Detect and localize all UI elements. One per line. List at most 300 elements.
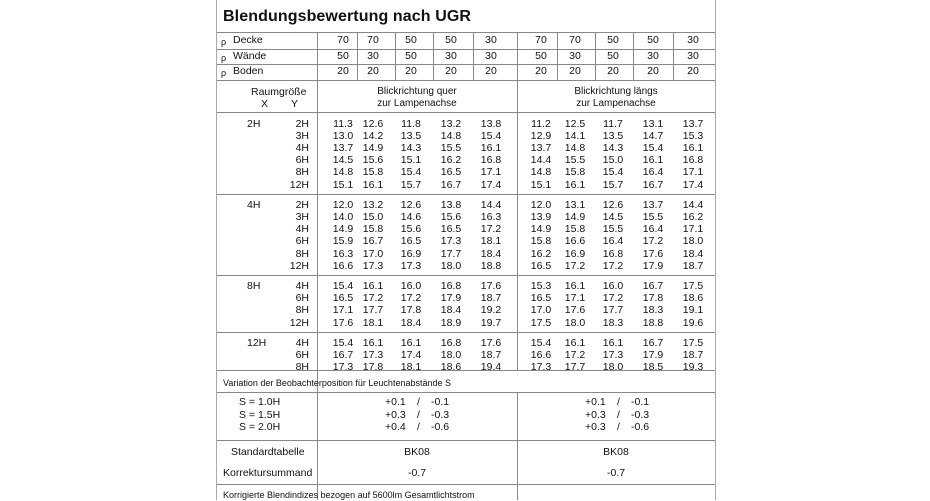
ugr-value: 18.4	[682, 247, 704, 260]
ugr-value: 18.0	[564, 316, 586, 329]
variation-label: S = 1.0H	[239, 396, 281, 408]
ugr-value: 13.1	[642, 117, 664, 130]
ugr-value: 14.6	[400, 210, 422, 223]
ugr-value: 17.6	[480, 279, 502, 292]
variation-across-minus: -0.3	[431, 408, 450, 421]
reflectance-label-0: Decke	[233, 34, 263, 46]
divider	[217, 112, 715, 113]
ugr-value: 16.0	[400, 279, 422, 292]
reflectance-value: 30	[367, 49, 379, 62]
row-y-label: 4H	[295, 141, 309, 154]
header-x: X	[261, 97, 269, 110]
divider	[673, 32, 674, 80]
row-y-label: 4H	[295, 279, 309, 292]
ugr-value: 17.2	[480, 223, 502, 236]
divider	[317, 194, 715, 195]
ugr-value: 18.3	[642, 304, 664, 317]
ugr-value: 15.7	[400, 178, 422, 191]
ugr-value: 16.8	[602, 247, 624, 260]
ugr-value: 11.2	[531, 117, 551, 130]
ugr-value: 14.0	[332, 210, 354, 223]
reflectance-value: 30	[485, 49, 497, 62]
ugr-value: 17.1	[480, 166, 502, 179]
ugr-value: 17.1	[332, 304, 354, 317]
group-x-label: 8H	[247, 279, 261, 292]
row-y-label: 8H	[295, 361, 309, 374]
ugr-value: 15.5	[642, 210, 664, 223]
ugr-value: 19.6	[682, 316, 704, 329]
ugr-value: 16.1	[602, 336, 624, 349]
ugr-value: 13.5	[400, 129, 422, 142]
reflectance-value: 20	[535, 65, 547, 77]
ugr-value: 17.3	[602, 348, 624, 361]
standard-table-along: BK08	[603, 445, 629, 458]
divider	[517, 32, 518, 370]
ugr-value: 17.9	[642, 348, 664, 361]
variation-label: S = 1.5H	[239, 408, 281, 421]
ugr-value: 15.5	[440, 141, 462, 154]
ugr-value: 17.3	[400, 259, 422, 272]
ugr-value: 15.8	[362, 223, 384, 236]
header-room-size: Raumgröße	[251, 85, 307, 98]
variation-across-sep: /	[417, 421, 420, 433]
divider	[357, 32, 358, 80]
correction-along: -0.7	[606, 466, 626, 479]
ugr-value: 16.7	[440, 178, 462, 191]
ugr-value: 16.7	[642, 178, 664, 191]
reflectance-value: 50	[535, 49, 547, 62]
ugr-value: 18.9	[440, 316, 462, 329]
ugr-value: 17.9	[642, 259, 664, 272]
ugr-value: 17.7	[602, 304, 624, 317]
reflectance-value: 50	[337, 49, 349, 62]
correction-across: -0.7	[407, 466, 427, 479]
ugr-value: 17.3	[362, 348, 384, 361]
ugr-value: 18.8	[480, 259, 502, 272]
reflectance-value: 50	[405, 34, 417, 46]
variation-across-plus: +0.4	[385, 421, 406, 433]
variation-across-plus: +0.3	[385, 408, 406, 421]
ugr-value: 16.1	[480, 141, 502, 154]
ugr-value: 19.1	[682, 304, 704, 317]
ugr-value: 15.5	[564, 154, 586, 167]
ugr-value: 16.1	[400, 336, 422, 349]
ugr-value: 16.4	[642, 223, 664, 236]
reflectance-value: 70	[367, 34, 379, 46]
ugr-value: 16.1	[564, 178, 586, 191]
ugr-value: 16.5	[530, 292, 552, 305]
ugr-value: 16.5	[530, 259, 552, 272]
rho-symbol: ρ	[221, 68, 227, 78]
variation-along-plus: +0.3	[585, 408, 606, 421]
divider	[217, 332, 317, 333]
ugr-value: 14.5	[332, 154, 354, 167]
ugr-value: 12.6	[362, 117, 384, 130]
ugr-value: 15.1	[530, 178, 552, 191]
row-y-label: 3H	[295, 210, 309, 223]
row-y-label: 8H	[295, 304, 309, 317]
reflectance-value: 50	[607, 34, 619, 46]
ugr-value: 16.4	[602, 235, 624, 248]
ugr-value: 14.7	[642, 129, 664, 142]
ugr-value: 16.7	[362, 235, 384, 248]
row-y-label: 2H	[295, 198, 309, 211]
variation-along-plus: +0.1	[585, 396, 606, 408]
ugr-value: 16.1	[642, 154, 664, 167]
ugr-value: 18.0	[440, 348, 462, 361]
ugr-value: 17.8	[400, 304, 422, 317]
ugr-value: 13.5	[602, 129, 624, 142]
divider	[217, 392, 715, 393]
ugr-value: 14.8	[530, 166, 552, 179]
ugr-value: 14.3	[400, 141, 422, 154]
group-x-label: 4H	[247, 198, 261, 211]
divider	[217, 80, 715, 81]
ugr-value: 14.8	[564, 141, 586, 154]
reflectance-value: 20	[569, 65, 581, 77]
ugr-value: 14.8	[440, 129, 462, 142]
ugr-value: 17.4	[682, 178, 704, 191]
ugr-value: 14.9	[332, 223, 354, 236]
ugr-value: 15.8	[564, 166, 586, 179]
ugr-value: 13.7	[642, 198, 664, 211]
ugr-value: 17.8	[642, 292, 664, 305]
reflectance-value: 20	[405, 65, 417, 77]
variation-along-plus: +0.3	[585, 421, 606, 433]
ugr-value: 15.8	[564, 223, 586, 236]
divider	[217, 275, 317, 276]
header-view-across-2: zur Lampenachse	[377, 97, 457, 109]
ugr-value: 19.2	[480, 304, 502, 317]
ugr-value: 17.7	[440, 247, 462, 260]
row-y-label: 6H	[295, 348, 309, 361]
row-y-label: 8H	[295, 247, 309, 260]
header-view-across-1: Blickrichtung quer	[377, 85, 457, 97]
ugr-value: 18.1	[400, 361, 422, 374]
header-y: Y	[291, 97, 299, 110]
variation-along-sep: /	[617, 408, 620, 421]
ugr-value: 16.1	[362, 336, 384, 349]
ugr-value: 18.0	[440, 259, 462, 272]
divider	[595, 32, 596, 80]
ugr-value: 17.2	[564, 259, 586, 272]
ugr-value: 14.3	[602, 141, 624, 154]
ugr-value: 14.8	[332, 166, 354, 179]
ugr-value: 18.7	[682, 259, 704, 272]
ugr-value: 17.8	[362, 361, 384, 374]
ugr-value: 13.0	[332, 129, 354, 142]
ugr-value: 18.7	[682, 348, 704, 361]
ugr-value: 18.8	[642, 316, 664, 329]
reflectance-value: 50	[445, 34, 457, 46]
ugr-value: 15.7	[602, 178, 624, 191]
ugr-value: 15.3	[530, 279, 552, 292]
divider	[317, 275, 715, 276]
reflectance-value: 20	[337, 65, 349, 77]
divider	[557, 32, 558, 80]
ugr-value: 17.2	[602, 292, 624, 305]
reflectance-value: 20	[647, 65, 659, 77]
reflectance-value: 30	[485, 34, 497, 46]
ugr-value: 16.5	[440, 166, 462, 179]
ugr-value: 16.5	[400, 235, 422, 248]
ugr-value: 17.9	[440, 292, 462, 305]
reflectance-label-2: Boden	[233, 65, 264, 77]
reflectance-value: 70	[535, 34, 547, 46]
ugr-value: 15.4	[332, 279, 354, 292]
ugr-value: 14.9	[564, 210, 586, 223]
row-y-label: 4H	[295, 336, 309, 349]
divider	[217, 194, 317, 195]
ugr-value: 16.8	[682, 154, 704, 167]
ugr-value: 15.6	[440, 210, 462, 223]
ugr-value: 18.4	[400, 316, 422, 329]
ugr-value: 16.3	[480, 210, 502, 223]
ugr-value: 18.6	[682, 292, 704, 305]
ugr-value: 16.4	[642, 166, 664, 179]
divider	[217, 370, 715, 371]
ugr-value: 18.1	[362, 316, 384, 329]
reflectance-value: 20	[607, 65, 619, 77]
ugr-value: 19.4	[480, 361, 502, 374]
reflectance-value: 30	[445, 49, 457, 62]
ugr-value: 14.1	[564, 129, 586, 142]
ugr-value: 17.2	[400, 292, 422, 305]
reflectance-value: 70	[337, 34, 349, 46]
ugr-value: 15.8	[362, 166, 384, 179]
reflectance-value: 50	[405, 49, 417, 62]
ugr-value: 12.6	[400, 198, 422, 211]
ugr-value: 17.3	[362, 259, 384, 272]
ugr-value: 17.5	[682, 336, 704, 349]
ugr-value: 16.7	[642, 279, 664, 292]
ugr-value: 16.5	[440, 223, 462, 236]
ugr-value: 14.5	[602, 210, 624, 223]
reflectance-value: 20	[687, 65, 699, 77]
row-y-label: 2H	[295, 117, 309, 130]
ugr-value: 13.7	[682, 117, 704, 130]
ugr-value: 14.4	[530, 154, 552, 167]
row-y-label: 6H	[295, 235, 309, 248]
row-y-label: 3H	[295, 129, 309, 142]
ugr-value: 16.8	[480, 154, 502, 167]
ugr-value: 17.3	[530, 361, 552, 374]
ugr-value: 17.4	[400, 348, 422, 361]
ugr-value: 16.2	[440, 154, 462, 167]
divider	[217, 484, 715, 485]
header-view-along-1: Blickrichtung längs	[574, 85, 658, 97]
ugr-value: 17.6	[642, 247, 664, 260]
reflectance-value: 20	[445, 65, 457, 77]
ugr-value: 17.2	[602, 259, 624, 272]
rho-symbol: ρ	[221, 52, 227, 63]
ugr-value: 11.7	[603, 117, 623, 130]
ugr-value: 17.0	[530, 304, 552, 317]
ugr-value: 14.2	[362, 129, 384, 142]
ugr-value: 18.3	[602, 316, 624, 329]
variation-across-minus: -0.1	[431, 396, 450, 408]
ugr-value: 12.9	[530, 129, 552, 142]
divider	[217, 440, 715, 441]
ugr-value: 15.6	[400, 223, 422, 236]
row-y-label: 6H	[295, 292, 309, 305]
group-x-label: 12H	[247, 336, 267, 349]
ugr-value: 16.9	[564, 247, 586, 260]
footnote: Korrigierte Blendindizes bezogen auf 5600lm Gesamtlichtstrom	[223, 489, 475, 500]
ugr-value: 14.4	[682, 198, 704, 211]
reflectance-value: 20	[367, 65, 379, 77]
ugr-value: 17.2	[642, 235, 664, 248]
ugr-value: 12.0	[332, 198, 354, 211]
ugr-value: 17.3	[332, 361, 354, 374]
ugr-value: 18.6	[440, 361, 462, 374]
ugr-value: 13.2	[362, 198, 384, 211]
ugr-value: 17.6	[480, 336, 502, 349]
ugr-value: 16.1	[362, 279, 384, 292]
ugr-value: 15.3	[682, 129, 704, 142]
ugr-value: 17.2	[564, 348, 586, 361]
ugr-value: 13.9	[530, 210, 552, 223]
ugr-value: 18.0	[682, 235, 704, 248]
ugr-value: 13.1	[564, 198, 586, 211]
reflectance-value: 70	[569, 34, 581, 46]
ugr-value: 17.6	[332, 316, 354, 329]
ugr-value: 18.0	[602, 361, 624, 374]
ugr-value: 15.4	[602, 166, 624, 179]
ugr-value: 16.3	[332, 247, 354, 260]
ugr-value: 14.4	[480, 198, 502, 211]
ugr-value: 12.6	[602, 198, 624, 211]
ugr-value: 17.4	[480, 178, 502, 191]
variation-label: S = 2.0H	[239, 421, 281, 433]
ugr-value: 15.0	[362, 210, 384, 223]
divider	[433, 32, 434, 80]
correction-label: Korrektursummand	[223, 466, 313, 479]
ugr-value: 19.3	[682, 361, 704, 374]
ugr-value: 15.4	[332, 336, 354, 349]
ugr-value: 15.4	[530, 336, 552, 349]
variation-along-sep: /	[617, 396, 620, 408]
row-y-label: 12H	[289, 316, 309, 329]
ugr-value: 15.9	[332, 235, 354, 248]
ugr-value: 17.5	[682, 279, 704, 292]
ugr-value: 15.6	[362, 154, 384, 167]
ugr-table-sheet	[216, 0, 716, 500]
ugr-value: 16.1	[362, 178, 384, 191]
ugr-value: 13.7	[530, 141, 552, 154]
ugr-value: 16.5	[332, 292, 354, 305]
variation-along-sep: /	[617, 421, 620, 433]
ugr-value: 15.4	[480, 129, 502, 142]
reflectance-label-1: Wände	[233, 49, 267, 62]
ugr-value: 12.5	[564, 117, 586, 130]
ugr-value: 13.7	[332, 141, 354, 154]
ugr-value: 16.9	[400, 247, 422, 260]
ugr-value: 14.9	[362, 141, 384, 154]
ugr-value: 15.8	[530, 235, 552, 248]
group-x-label: 2H	[247, 117, 261, 130]
ugr-value: 15.1	[400, 154, 422, 167]
row-y-label: 12H	[289, 178, 309, 191]
reflectance-value: 50	[607, 49, 619, 62]
standard-table-label: Standardtabelle	[231, 445, 305, 458]
ugr-value: 17.5	[530, 316, 552, 329]
ugr-value: 15.5	[602, 223, 624, 236]
ugr-value: 17.6	[564, 304, 586, 317]
ugr-value: 17.0	[362, 247, 384, 260]
ugr-value: 13.2	[440, 117, 462, 130]
variation-across-plus: +0.1	[385, 396, 406, 408]
standard-table-across: BK08	[404, 445, 430, 458]
ugr-value: 16.1	[682, 141, 704, 154]
ugr-value: 17.2	[362, 292, 384, 305]
ugr-value: 17.1	[682, 166, 704, 179]
ugr-value: 14.9	[530, 223, 552, 236]
ugr-value: 16.1	[564, 336, 586, 349]
ugr-value: 17.7	[564, 361, 586, 374]
ugr-value: 16.2	[530, 247, 552, 260]
row-y-label: 4H	[295, 223, 309, 236]
page-title: Blendungsbewertung nach UGR	[223, 8, 472, 25]
reflectance-value: 30	[687, 49, 699, 62]
ugr-value: 13.8	[480, 117, 502, 130]
reflectance-value: 30	[569, 49, 581, 62]
ugr-value: 15.4	[400, 166, 422, 179]
ugr-value: 16.1	[564, 279, 586, 292]
rho-symbol: ρ	[221, 37, 227, 47]
ugr-value: 18.5	[642, 361, 664, 374]
ugr-value: 16.7	[642, 336, 664, 349]
ugr-value: 11.8	[401, 117, 421, 130]
reflectance-value: 20	[485, 65, 497, 77]
ugr-value: 17.3	[440, 235, 462, 248]
ugr-value: 17.1	[682, 223, 704, 236]
row-y-label: 8H	[295, 166, 309, 179]
ugr-value: 16.0	[602, 279, 624, 292]
variation-along-minus: -0.3	[631, 408, 650, 421]
divider	[317, 332, 715, 333]
ugr-value: 16.6	[530, 348, 552, 361]
ugr-value: 18.7	[480, 348, 502, 361]
ugr-value: 17.1	[564, 292, 586, 305]
divider	[633, 32, 634, 80]
ugr-value: 19.7	[480, 316, 502, 329]
row-y-label: 12H	[289, 259, 309, 272]
variation-across-sep: /	[417, 408, 420, 421]
reflectance-value: 50	[647, 34, 659, 46]
divider	[395, 32, 396, 80]
variation-along-minus: -0.1	[631, 396, 650, 408]
reflectance-value: 30	[647, 49, 659, 62]
ugr-value: 16.8	[440, 336, 462, 349]
ugr-value: 16.8	[440, 279, 462, 292]
header-view-along-2: zur Lampenachse	[576, 97, 656, 109]
ugr-value: 16.7	[332, 348, 354, 361]
divider	[217, 32, 715, 33]
ugr-value: 18.1	[480, 235, 502, 248]
ugr-value: 17.7	[362, 304, 384, 317]
ugr-value: 15.0	[602, 154, 624, 167]
variation-across-sep: /	[417, 396, 420, 408]
reflectance-value: 30	[687, 34, 699, 46]
ugr-value: 12.0	[530, 198, 552, 211]
row-y-label: 6H	[295, 154, 309, 167]
ugr-value: 18.4	[440, 304, 462, 317]
variation-caption: Variation der Beobachterposition für Leuchtenabstände S	[223, 378, 451, 388]
variation-across-minus: -0.6	[431, 421, 450, 433]
divider	[473, 32, 474, 80]
variation-along-minus: -0.6	[631, 421, 650, 433]
